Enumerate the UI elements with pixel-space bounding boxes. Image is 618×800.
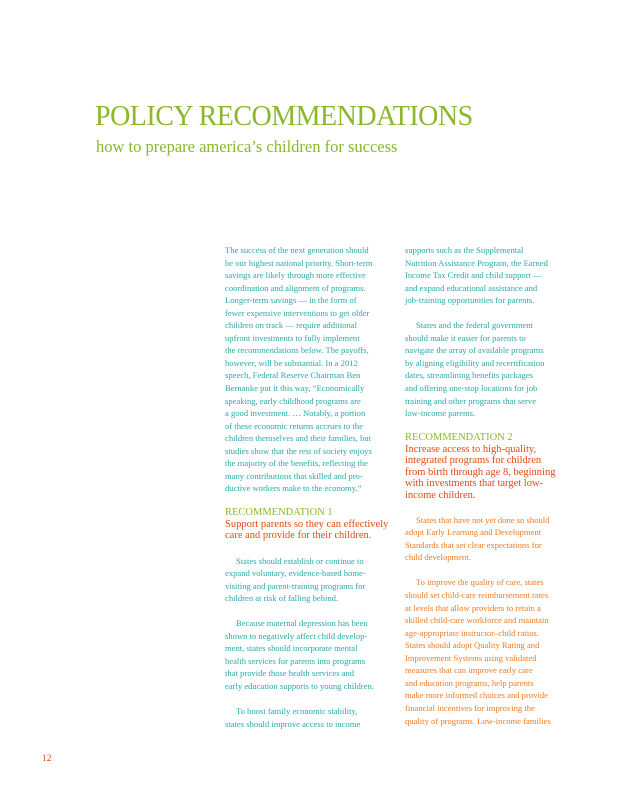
text-line: expand voluntary, evidence-based home- (225, 568, 366, 579)
text-line: child development. (405, 552, 471, 563)
text-line: be our highest national priority. Short-term (225, 257, 373, 268)
text-line: at levels that allow providers to retain a (405, 602, 541, 613)
text-line: job-training opportunities for parents. (405, 295, 535, 306)
text-line: and education programs, help parents (405, 677, 534, 688)
text-line: The success of the next generation should (225, 245, 369, 255)
text-line: upfront investments to fully implement (225, 332, 360, 343)
text-line: children themselves and their families, but (225, 433, 372, 444)
text-line: training and other programs that serve (405, 395, 537, 406)
text-line: of these economic returns accrues to the (225, 420, 363, 431)
heading-line: integrated programs for children (405, 455, 542, 467)
text-line: navigate the array of available programs (405, 345, 544, 356)
text-line: ductive workers make to the economy.” (225, 483, 362, 494)
text-line: children at risk of falling behind. (225, 593, 339, 604)
text-line: skilled child-care workforce and maintain (405, 615, 549, 626)
text-line: children on track — require additional (225, 320, 357, 331)
text-line: States should adopt Quality Rating and (405, 640, 540, 651)
text-line: Nutrition Assistance Program, the Earned (405, 257, 548, 268)
text-line: To improve the quality of care, states (416, 577, 544, 588)
text-line: Because maternal depression has been (236, 618, 368, 629)
text-line: measures that can improve early care (405, 665, 533, 676)
text-line: Longer-term savings — in the form of (225, 295, 357, 306)
heading-line: care and provide for their children. (225, 530, 372, 542)
income-supports-paragraph (405, 244, 577, 307)
economic-stability-paragraph (225, 705, 397, 730)
page-subtitle: how to prepare america’s children for success (96, 137, 398, 156)
text-line: age-appropriate instructor–child ratios. (405, 627, 539, 638)
text-line: dates, streamlining benefits packages (405, 370, 533, 381)
text-line: the majority of the benefits, reflecting the (225, 458, 368, 469)
heading-line: from birth through age 8, beginning (405, 466, 556, 478)
text-line: financial incentives for improving the (405, 702, 535, 713)
text-line: Improvement Systems using validated (405, 652, 537, 663)
text-line: should make it easier for parents to (405, 332, 526, 343)
text-line: adopt Early Learning and Development (405, 527, 542, 538)
text-line: states should improve access to income (225, 718, 361, 729)
text-line: make more informed choices and provide (405, 690, 548, 701)
text-line: that provide those health services and (225, 668, 355, 679)
text-line: speaking, early childhood programs are (225, 395, 361, 406)
maternal-depression-paragraph (225, 617, 397, 692)
text-line: low-income parents. (405, 408, 476, 419)
home-visiting-paragraph (225, 555, 397, 605)
text-line: studies show that the rest of society enjoys (225, 445, 372, 456)
text-line: quality of programs. Low-income families (405, 715, 551, 726)
text-line: savings are likely through more effective (225, 270, 366, 281)
text-line: however, will be substantial. In a 2012 (225, 357, 358, 368)
text-line: States should establish or continue to (236, 555, 364, 566)
text-line: and offering one-stop locations for job (405, 383, 538, 394)
text-line: coordination and alignment of programs. (225, 282, 366, 293)
recommendation-1-label: RECOMMENDATION 1 (225, 507, 333, 519)
text-line: States that have not yet done so should (416, 514, 550, 525)
text-line: the recommendations below. The payoffs, (225, 345, 369, 356)
text-line: shown to negatively affect child develop- (225, 630, 368, 641)
left-column (225, 244, 397, 730)
recommendation-1-text (225, 519, 397, 542)
right-column (405, 244, 577, 727)
heading-line: Support parents so they can effectively (225, 518, 389, 530)
text-line: should set child-care reimbursement rates (405, 590, 549, 601)
text-line: Bernanke put it this way, “Economically (225, 383, 365, 394)
text-line: Standards that set clear expectations for (405, 539, 542, 550)
text-line: To boost family economic stability, (236, 706, 358, 717)
text-line: health services for parents into programs (225, 655, 366, 666)
heading-line: income children. (405, 489, 476, 501)
quality-of-care-paragraph (405, 576, 577, 727)
intro-paragraph (225, 244, 397, 495)
text-line: early education supports to young children. (225, 681, 374, 691)
program-navigation-paragraph (405, 319, 577, 419)
text-line: ment, states should incorporate mental (225, 643, 358, 654)
text-line: supports such as the Supplemental (405, 245, 524, 255)
text-line: States and the federal government (416, 320, 533, 331)
heading-line: with investments that target low- (405, 478, 544, 490)
text-line: speech, Federal Reserve Chairman Ben (225, 370, 361, 381)
text-line: many contributions that skilled and pro- (225, 470, 363, 481)
text-line: by aligning eligibility and recertification (405, 357, 545, 368)
learning-standards-paragraph (405, 514, 577, 564)
recommendation-2-label: RECOMMENDATION 2 (405, 432, 513, 444)
text-line: fewer expensive interventions to get older (225, 307, 370, 318)
page-number: 12 (42, 754, 52, 764)
text-line: a good investment. … Notably, a portion (225, 408, 366, 419)
recommendation-2-text (405, 444, 577, 502)
text-line: Income Tax Credit and child support — (405, 270, 542, 281)
page-title: POLICY RECOMMENDATIONS (95, 101, 473, 132)
text-line: visiting and parent-training programs for (225, 580, 366, 591)
heading-line: Increase access to high-quality, (405, 443, 537, 455)
text-line: and expand educational assistance and (405, 282, 538, 293)
